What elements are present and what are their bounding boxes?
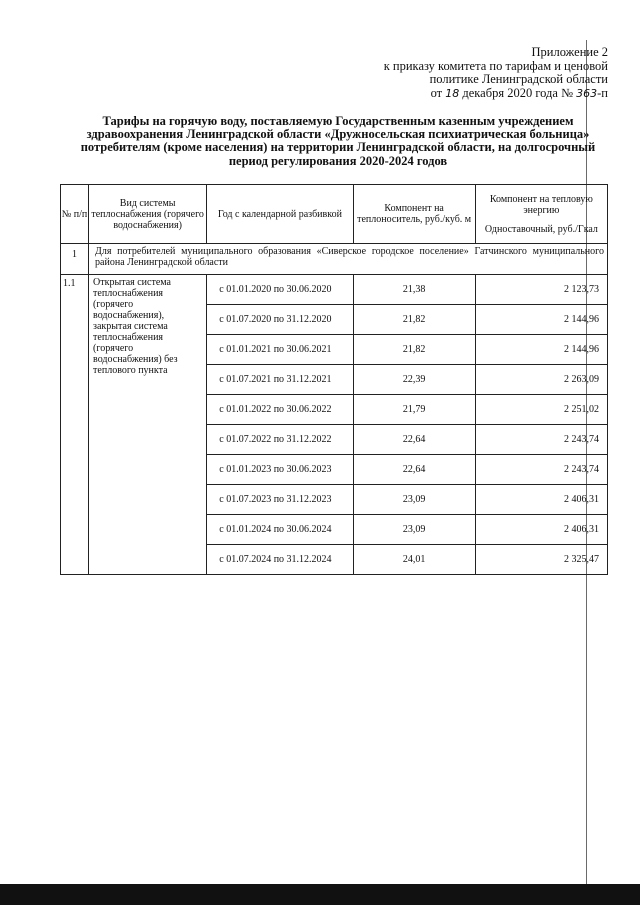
cell-water: 21,82 [353, 335, 475, 365]
cell-period: с 01.01.2023 по 30.06.2023 [207, 455, 353, 485]
cell-period: с 01.01.2021 по 30.06.2021 [207, 335, 353, 365]
cell-period: с 01.01.2020 по 30.06.2020 [207, 275, 353, 305]
table-row [61, 275, 608, 305]
cell-water: 22,64 [353, 425, 475, 455]
cell-period: с 01.07.2021 по 31.12.2021 [207, 365, 353, 395]
header-system: Вид системы теплоснабжения (горячего водоснабжения) [89, 185, 207, 244]
cell-energy: 2 325,47 [475, 545, 607, 575]
header-period: Год с календарной разбивкой [207, 185, 353, 244]
handwritten-order-number: 363 [576, 86, 598, 100]
table-header-row [61, 185, 608, 244]
cell-energy: 2 251,02 [475, 395, 607, 425]
appendix-title: Приложение 2 [531, 45, 608, 59]
appendix-header [368, 46, 608, 100]
header-water-component: Компонент на теплоноситель, руб./куб. м [353, 185, 475, 244]
cell-period: с 01.01.2024 по 30.06.2024 [207, 515, 353, 545]
cell-water: 24,01 [353, 545, 475, 575]
appendix-date-line: от 18 декабря 2020 года № 363-п [430, 85, 608, 100]
tariff-table [60, 184, 608, 575]
scan-bottom-bar [0, 884, 640, 905]
cell-water: 21,82 [353, 305, 475, 335]
cell-period: с 01.01.2022 по 30.06.2022 [207, 395, 353, 425]
header-energy-component [475, 185, 607, 244]
cell-energy: 2 243,74 [475, 425, 607, 455]
section-row [61, 244, 608, 275]
cell-period: с 01.07.2022 по 31.12.2022 [207, 425, 353, 455]
cell-period: с 01.07.2024 по 31.12.2024 [207, 545, 353, 575]
cell-water: 22,64 [353, 455, 475, 485]
cell-water: 21,38 [353, 275, 475, 305]
cell-energy: 2 144,96 [475, 335, 607, 365]
header-num: № п/п [61, 185, 89, 244]
cell-period: с 01.07.2023 по 31.12.2023 [207, 485, 353, 515]
section-num: 1 [61, 244, 89, 275]
cell-water: 21,79 [353, 395, 475, 425]
section-text: Для потребителей муниципального образования «Сиверское городское поселение» Гатчинского муниципального района Ленинградской области [89, 244, 608, 275]
cell-energy: 2 123,73 [475, 275, 607, 305]
appendix-order-line: к приказу комитета по тарифам и ценовой [383, 58, 608, 73]
cell-energy: 2 243,74 [475, 455, 607, 485]
cell-water: 22,39 [353, 365, 475, 395]
cell-energy: 2 144,96 [475, 305, 607, 335]
cell-water: 23,09 [353, 485, 475, 515]
cell-energy: 2 406,31 [475, 515, 607, 545]
cell-water: 23,09 [353, 515, 475, 545]
header-energy-title: Компонент на тепловую энергию [489, 193, 593, 216]
cell-period: с 01.07.2020 по 31.12.2020 [207, 305, 353, 335]
subsection-num: 1.1 [61, 275, 89, 575]
document-title: Тарифы на горячую воду, поставляемую Государственным казенным учреждением здравоохранения Ленинградской области «Дружносельская психиатрическая больница» потребителям (кроме населения) на территории Ленинградской области, на долгосрочный период регулирования 2020-2024 годов [80, 114, 596, 168]
appendix-committee-line: политике Ленинградской области [429, 72, 608, 86]
header-energy-sub: Одноставочный, руб./Гкал [484, 223, 598, 235]
subsection-system: Открытая система теплоснабжения (горячего водоснабжения), закрытая система теплоснабжения (горячего водоснабжения) без теплового пункта [89, 275, 207, 575]
handwritten-day: 18 [445, 86, 460, 100]
cell-energy: 2 406,31 [475, 485, 607, 515]
cell-energy: 2 263,09 [475, 365, 607, 395]
